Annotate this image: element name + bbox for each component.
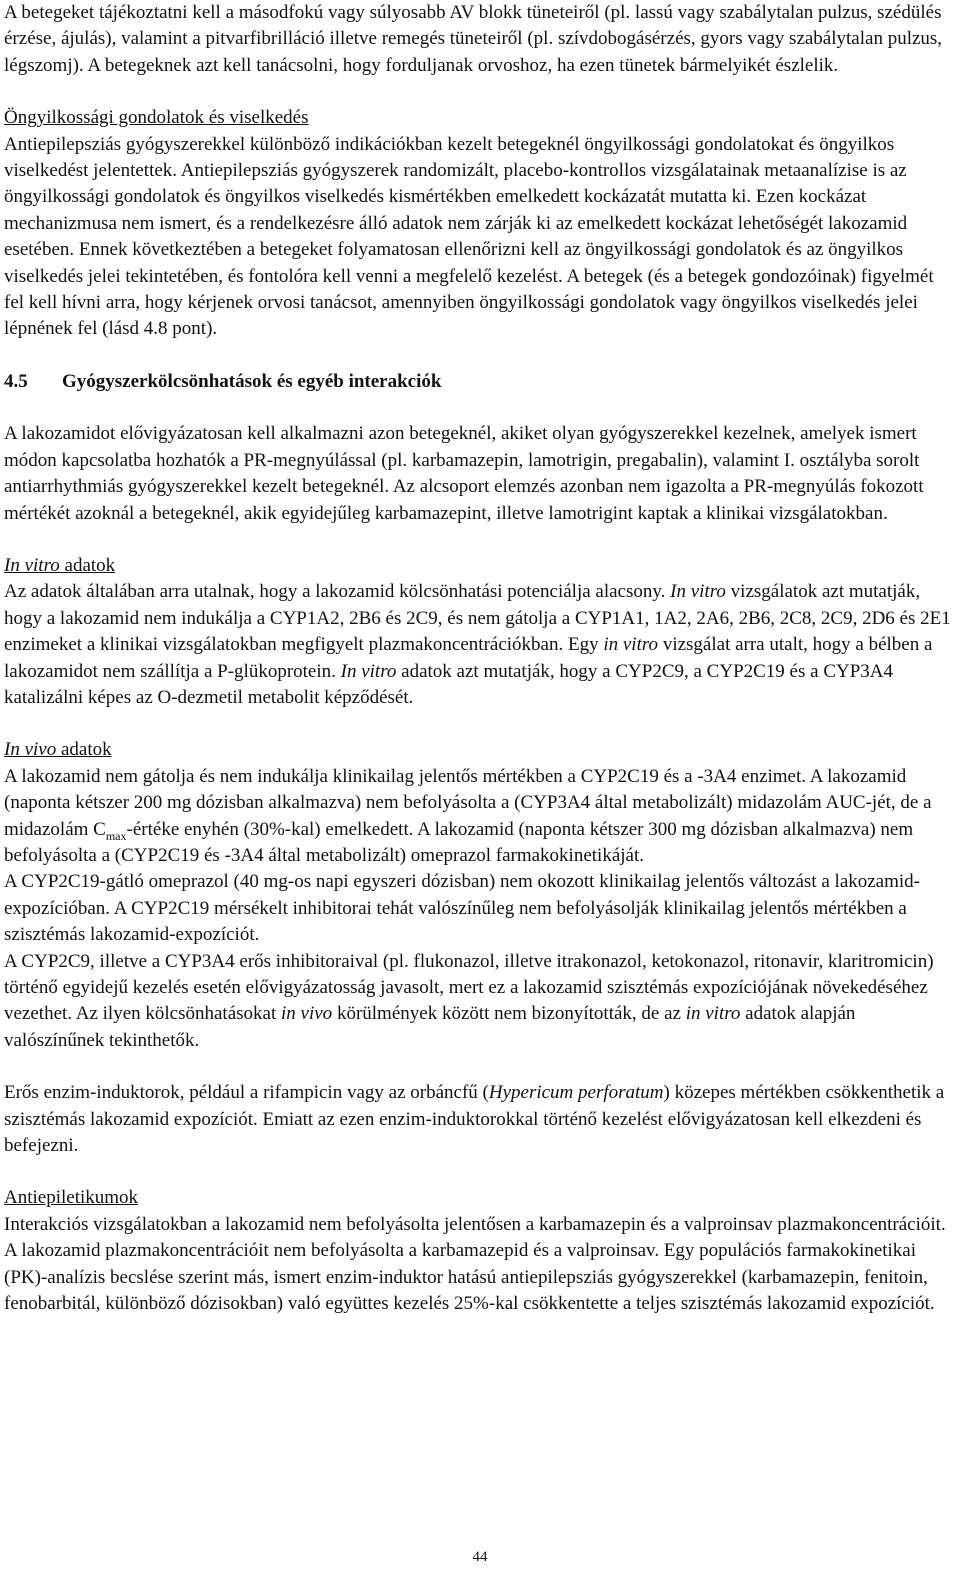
section-number: 4.5 [4,370,28,392]
inducers-b: ) közepes mértékben csökkenthetik a szisztémás lakozamid expozíciót. Emiatt az ezen enzim-induktorokkal történő kezelést elővigyázatosan kell elkezdeni és befejezni. [4,1082,945,1157]
subheading-in-vitro [4,553,954,579]
in-vitro-s3-a: Egy [567,634,604,656]
spacer [4,1054,954,1080]
interactions-text-a: A lakozamidot elővigyázatosan kell alkalmazni azon betegeknél, akiket olyan gyógyszerekkel kezelnek, amelyek ismert módon kapcsolatba hozhatók a PR-megnyúlással (pl. karbamazepin, lamotrigin, pregabalin), valamint I. osztályba sorolt antiarrhythmiás gyógyszerekkel kezelt betegeknél. [4,423,920,498]
in-vivo-p3-b: körülmények között nem bizonyították, de az [332,1003,686,1025]
in-vitro-s2-italic: In vitro [670,581,726,603]
inducers-italic: Hypericum perforatum [488,1082,664,1104]
av-block-text-a: A betegeket tájékoztatni kell a másodfokú vagy súlyosabb AV blokk tüneteiről (pl. lassú vagy szabálytalan pulzus, szédülés érzése, ájulás), valamint a pitvarfibrilláció illetve remegés tüneteiről (pl. szívdobogásérzés, gyors vagy szabálytalan pulzus, légszomj). [4,2,943,76]
in-vitro-title-rest: adatok [59,554,116,576]
paragraph-in-vivo-1 [4,764,954,870]
in-vivo-title-rest: adatok [56,739,112,761]
paragraph-in-vivo-3 [4,949,954,1055]
paragraph-suicide [4,132,954,343]
section-title: Gyógyszerkölcsönhatások és egyéb interakciók [62,370,442,392]
suicide-text-b: Antiepilepsziás gyógyszerek randomizált, placebo-kontrollos vizsgálatainak metaanalízise is az öngyilkossági gondolatok és öngyilkos viselkedés kismértékben emelkedett kockázatát mutatta ki. [4,160,907,208]
paragraph-inducers [4,1080,954,1159]
paragraph-in-vivo-2: A CYP2C19-gátló omeprazol (40 mg-os napi egyszeri dózisban) nem okozott klinikailag jelentős változást a lakozamid-expozícióban. A CYP2C19 mérsékelt inhibitorai tehát valószínűleg nem befolyásolják klinikailag jelentős mértékben a szisztémás lakozamid-expozíciót. [4,871,920,946]
paragraph-antiepileptics: Interakciós vizsgálatokban a lakozamid nem befolyásolta jelentősen a karbamazepin és a valproinsav plazmakoncentrációit. A lakozamid plazmakoncentrációit nem befolyásolta a karbamazepid és a valproinsav. Egy populációs farmakokinetikai (PK)-analízis becslése szerint más, ismert enzim-induktor hatású antiepilepsziás gyógyszerekkel (karbamazepin, fenitoin, fenobarbitál, különböző dózisokban) való együttes kezelés 25%-kal csökkentette a teljes szisztémás lakozamid expozíciót. [4,1213,946,1315]
in-vitro-s2: vizsgálatok azt mutatják, hogy a lakozamid nem indukálja a CYP1A2, 2B6 és 2C9, és nem gátolja a CYP1A1, 1A2, 2A6, 2B6, 2C8, 2C9, 2D6 és 2E1 enzimeket a klinikai vizsgálatokban megfigyelt plazmakoncentrációkban. [4,581,951,656]
subheading-antiepileptics: Antiepiletikumok [4,1187,139,1209]
paragraph-interactions-intro [4,421,954,527]
in-vivo-p1-a: A lakozamid nem gátolja és nem indukálja klinikailag jelentős mértékben a CYP2C19 és a -3A4 enzimet. A lakozamid (naponta kétszer 200 mg dózisban alkalmazva) nem befolyásolta a (CYP3A4 által metabolizált) midazolám AUC-jét, de a midazolám C [4,765,932,840]
suicide-text-d: Ennek következtében a betegeket folyamatosan ellenőrizni kell az öngyilkossági gondolatok és az öngyilkos viselkedés jelei tekintetében, és fontolóra kell venni a megfelelő kezelést. [4,239,904,287]
page-number: 44 [472,1549,488,1565]
in-vivo-p3-italic1: in vivo [281,1003,333,1025]
suicide-text-e: A betegek (és a betegek gondozóinak) figyelmét fel kell hívni arra, hogy kérjenek orvosi tanácsot, amennyiben öngyilkossági gondolatok vagy öngyilkos viselkedés jelei lépnének fel (lásd 4.8 pont). [4,265,934,340]
spacer [4,711,954,737]
in-vivo-p3-italic2: in vitro [685,1003,741,1025]
in-vivo-p3-c: adatok alapján valószínűnek tekinthetők. [4,1003,856,1051]
in-vitro-s4: adatok azt mutatják, hogy a CYP2C9, a CYP2C19 és a CYP3A4 katalizálni képes az O-dezmetil metabolit képződését. [4,660,894,708]
document-page [4,0,954,1317]
paragraph-in-vitro [4,579,954,711]
in-vitro-s3-italic: in vitro [603,634,659,656]
subheading-in-vivo [4,737,954,763]
in-vivo-p3-a: A CYP2C9, illetve a CYP3A4 erős inhibitoraival (pl. flukonazol, illetve itrakonazol, ketokonazol, ritonavir, klaritromicin) történő egyidejű kezelés esetén elővigyázatosság javasolt, mert ez a lakozamid szisztémás expozíciójának növekedéséhez vezethet. Az ilyen kölcsönhatásokat [4,950,934,1025]
subheading-suicide: Öngyilkossági gondolatok és viselkedés [4,107,309,129]
in-vivo-p1-b: -értéke enyhén (30%-kal) emelkedett. A lakozamid (naponta kétszer 300 mg dózisban alkalmazva) nem befolyásolta a (CYP2C19 és -3A4 által metabolizált) omeprazol farmakokinetikáját. [4,818,914,866]
av-block-text-b: A betegeknek azt kell tanácsolni, hogy forduljanak orvoshoz, ha ezen tünetek bármelyikét észlelik. [87,54,839,76]
suicide-text-a: Antiepilepsziás gyógyszerekkel különböző indikációkban kezelt betegeknél öngyilkossági gondolatokat és öngyilkos viselkedést jelentettek. [4,133,895,182]
spacer [4,79,954,105]
in-vitro-s4-italic: In vitro [340,660,397,682]
suicide-text-c: Ezen kockázat mechanizmusa nem ismert, és a rendelkezésre álló adatok nem zárják ki az emelkedett kockázat lehetőségét lakozamid esetében. [4,186,908,261]
spacer [4,1159,954,1185]
spacer [4,395,954,421]
spacer [4,343,954,369]
cmax-subscript: max [105,828,127,843]
paragraph-av-block [4,0,954,79]
in-vitro-s1: Az adatok általában arra utalnak, hogy a lakozamid kölcsönhatási potenciálja alacsony. [4,581,671,603]
inducers-a: Erős enzim-induktorok, például a rifampicin vagy az orbáncfű ( [4,1082,489,1104]
in-vitro-s3-b: vizsgálat arra utalt, hogy a bélben a lakozamidot nem szállítja a P-glükoprotein. [4,634,933,682]
in-vivo-title-italic: In vivo [4,739,57,761]
spacer [4,527,954,553]
in-vitro-title-italic: In vitro [4,554,60,576]
section-heading [4,369,954,395]
interactions-text-b: Az alcsoport elemzés azonban nem igazolta a PR-megnyúlás fokozott mértékét azoknál a betegeknél, akik egyidejűleg karbamazepint, illetve lamotrigint kaptak a klinikai vizsgálatokban. [4,476,924,524]
